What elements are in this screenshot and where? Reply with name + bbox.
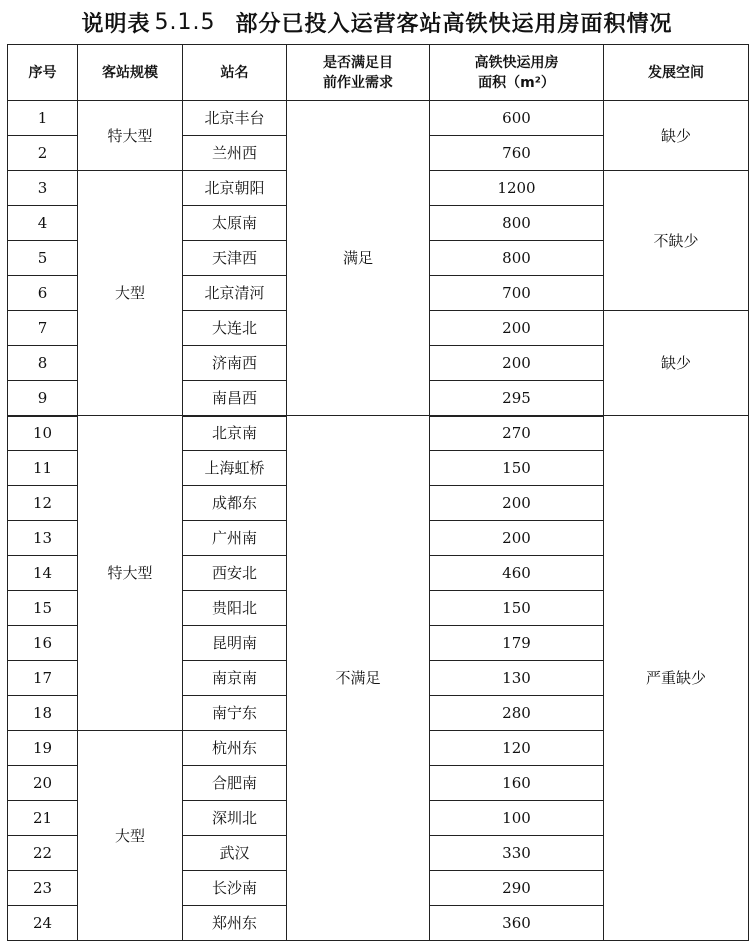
station-cell: 贵阳北 xyxy=(183,591,287,626)
station-cell: 南昌西 xyxy=(183,381,287,416)
title-number: 5.1.5 xyxy=(154,9,216,35)
station-cell: 武汉 xyxy=(183,836,287,871)
station-cell: 天津西 xyxy=(183,241,287,276)
header-row xyxy=(8,45,749,101)
seq-cell: 19 xyxy=(8,731,78,766)
seq-cell: 12 xyxy=(8,486,78,521)
area-cell: 200 xyxy=(430,346,604,381)
header-area-line1: 高铁快运用房 xyxy=(474,54,559,71)
station-cell: 北京清河 xyxy=(183,276,287,311)
seq-cell: 4 xyxy=(8,206,78,241)
area-cell: 360 xyxy=(430,906,604,941)
header-seq: 序号 xyxy=(8,45,78,101)
space-cell: 缺少 xyxy=(604,101,749,171)
station-cell: 杭州东 xyxy=(183,731,287,766)
seq-cell: 16 xyxy=(8,626,78,661)
table-row xyxy=(8,416,749,451)
header-meets-line2: 前作业需求 xyxy=(323,74,393,91)
area-cell: 1200 xyxy=(430,171,604,206)
area-cell: 600 xyxy=(430,101,604,136)
area-cell: 150 xyxy=(430,451,604,486)
scale-cell: 特大型 xyxy=(78,101,183,171)
area-cell: 330 xyxy=(430,836,604,871)
seq-cell: 2 xyxy=(8,136,78,171)
seq-cell: 11 xyxy=(8,451,78,486)
meets-cell: 满足 xyxy=(287,101,430,416)
station-cell: 深圳北 xyxy=(183,801,287,836)
header-area-line2: 面积（m²） xyxy=(478,74,555,91)
space-cell: 缺少 xyxy=(604,311,749,416)
station-cell: 北京朝阳 xyxy=(183,171,287,206)
area-cell: 700 xyxy=(430,276,604,311)
seq-cell: 20 xyxy=(8,766,78,801)
header-station: 站名 xyxy=(183,45,287,101)
seq-cell: 7 xyxy=(8,311,78,346)
area-cell: 800 xyxy=(430,206,604,241)
area-cell: 150 xyxy=(430,591,604,626)
area-cell: 270 xyxy=(430,416,604,451)
station-cell: 西安北 xyxy=(183,556,287,591)
seq-cell: 1 xyxy=(8,101,78,136)
header-space: 发展空间 xyxy=(604,45,749,101)
station-cell: 郑州东 xyxy=(183,906,287,941)
scale-cell: 大型 xyxy=(78,171,183,416)
area-cell: 800 xyxy=(430,241,604,276)
station-cell: 济南西 xyxy=(183,346,287,381)
area-cell: 200 xyxy=(430,521,604,556)
station-cell: 大连北 xyxy=(183,311,287,346)
area-cell: 295 xyxy=(430,381,604,416)
seq-cell: 10 xyxy=(8,416,78,451)
header-area xyxy=(430,45,604,101)
area-cell: 130 xyxy=(430,661,604,696)
seq-cell: 23 xyxy=(8,871,78,906)
area-cell: 160 xyxy=(430,766,604,801)
table-row xyxy=(8,101,749,136)
area-cell: 460 xyxy=(430,556,604,591)
seq-cell: 15 xyxy=(8,591,78,626)
seq-cell: 13 xyxy=(8,521,78,556)
title-prefix: 说明表 xyxy=(81,11,151,37)
seq-cell: 24 xyxy=(8,906,78,941)
space-cell: 严重缺少 xyxy=(604,416,749,941)
seq-cell: 5 xyxy=(8,241,78,276)
station-cell: 合肥南 xyxy=(183,766,287,801)
station-area-table xyxy=(7,44,749,941)
station-cell: 上海虹桥 xyxy=(183,451,287,486)
station-cell: 长沙南 xyxy=(183,871,287,906)
area-cell: 200 xyxy=(430,311,604,346)
area-cell: 179 xyxy=(430,626,604,661)
meets-cell: 不满足 xyxy=(287,416,430,941)
title-text: 部分已投入运营客站高铁快运用房面积情况 xyxy=(235,11,673,37)
station-cell: 兰州西 xyxy=(183,136,287,171)
station-cell: 广州南 xyxy=(183,521,287,556)
seq-cell: 22 xyxy=(8,836,78,871)
area-cell: 120 xyxy=(430,731,604,766)
station-cell: 昆明南 xyxy=(183,626,287,661)
scale-cell: 大型 xyxy=(78,731,183,941)
area-cell: 100 xyxy=(430,801,604,836)
station-cell: 南宁东 xyxy=(183,696,287,731)
seq-cell: 8 xyxy=(8,346,78,381)
area-cell: 760 xyxy=(430,136,604,171)
area-cell: 280 xyxy=(430,696,604,731)
station-cell: 成都东 xyxy=(183,486,287,521)
header-meets xyxy=(287,45,430,101)
seq-cell: 14 xyxy=(8,556,78,591)
seq-cell: 6 xyxy=(8,276,78,311)
area-cell: 200 xyxy=(430,486,604,521)
seq-cell: 3 xyxy=(8,171,78,206)
station-cell: 北京南 xyxy=(183,416,287,451)
header-meets-line1: 是否满足目 xyxy=(323,54,393,71)
seq-cell: 18 xyxy=(8,696,78,731)
seq-cell: 21 xyxy=(8,801,78,836)
station-cell: 北京丰台 xyxy=(183,101,287,136)
space-cell: 不缺少 xyxy=(604,171,749,311)
header-scale: 客站规模 xyxy=(78,45,183,101)
table-title xyxy=(0,4,754,40)
seq-cell: 9 xyxy=(8,381,78,416)
station-cell: 南京南 xyxy=(183,661,287,696)
station-cell: 太原南 xyxy=(183,206,287,241)
scale-cell: 特大型 xyxy=(78,416,183,731)
area-cell: 290 xyxy=(430,871,604,906)
seq-cell: 17 xyxy=(8,661,78,696)
